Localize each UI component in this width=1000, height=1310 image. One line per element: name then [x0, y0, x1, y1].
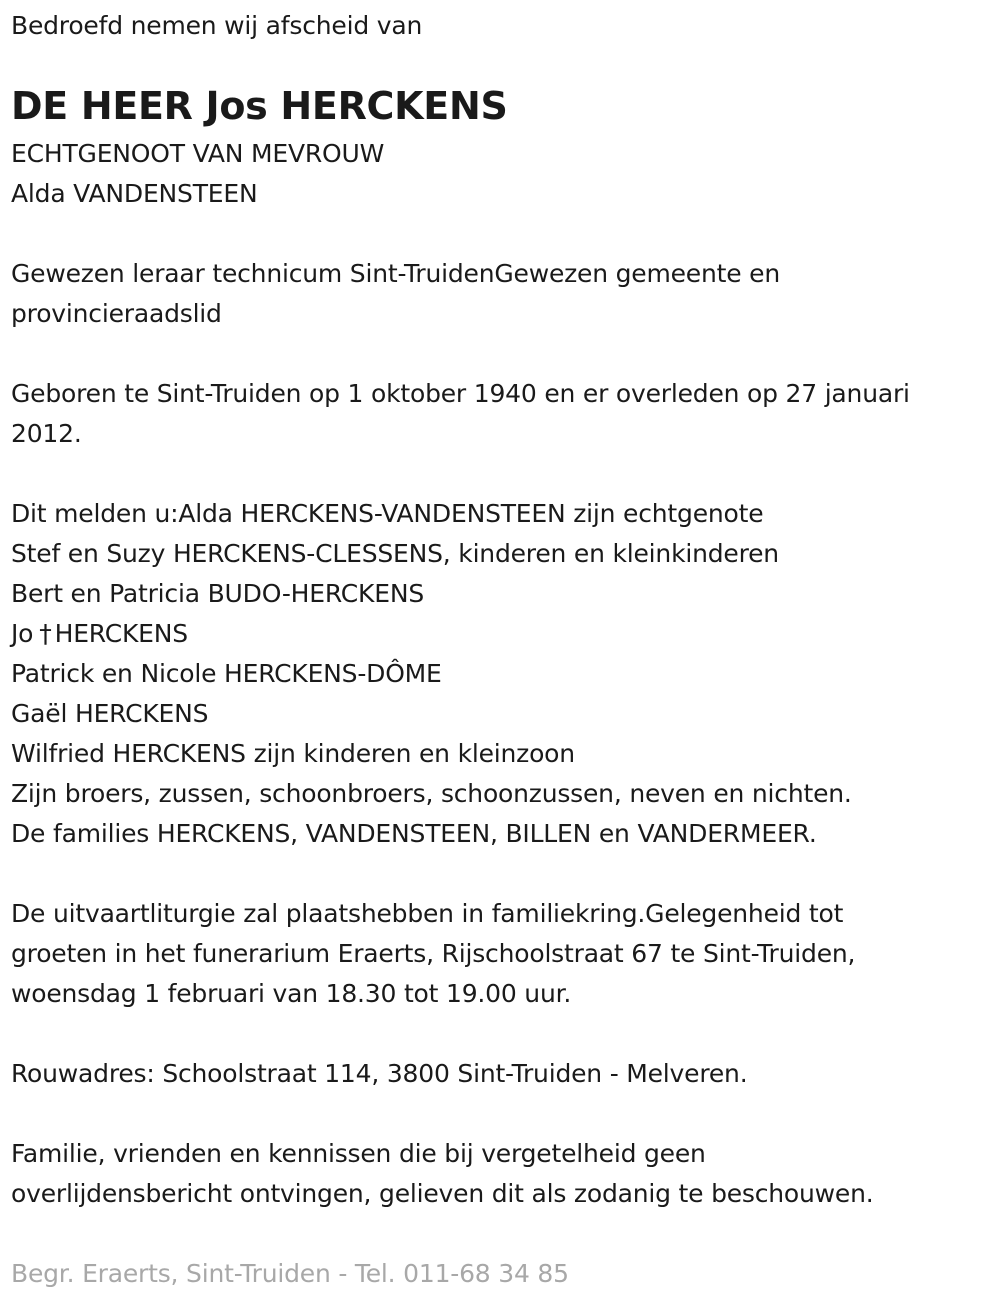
- family-first-name: Jo: [11, 619, 34, 648]
- occupation-line: Gewezen leraar technicum Sint-TruidenGewezen gemeente en: [11, 259, 780, 288]
- family-line: Gaël HERCKENS: [11, 699, 209, 728]
- intro-text: Bedroefd nemen wij afscheid van: [11, 11, 423, 40]
- funeral-line: groeten in het funerarium Eraerts, Rijschoolstraat 67 te Sint-Truiden,: [11, 939, 856, 968]
- notice-block: [11, 1134, 874, 1214]
- spouse-block: [11, 134, 384, 214]
- birth-death-line: 2012.: [11, 419, 82, 448]
- family-line: Bert en Patricia BUDO-HERCKENS: [11, 579, 425, 608]
- funeral-block: [11, 894, 855, 1014]
- spouse-name: Alda VANDENSTEEN: [11, 179, 258, 208]
- deceased-name: DE HEER Jos HERCKENS: [11, 84, 508, 128]
- notice-line: Familie, vrienden en kennissen die bij vergetelheid geen: [11, 1139, 706, 1168]
- birth-death-block: [11, 374, 910, 454]
- funeral-line: De uitvaartliturgie zal plaatshebben in familiekring.Gelegenheid tot: [11, 899, 844, 928]
- family-last-name: HERCKENS: [54, 619, 188, 648]
- family-line-deceased-child: [11, 614, 852, 654]
- family-line: De families HERCKENS, VANDENSTEEN, BILLEN en VANDERMEER.: [11, 819, 817, 848]
- mourning-address: Rouwadres: Schoolstraat 114, 3800 Sint-Truiden - Melveren.: [11, 1059, 748, 1088]
- family-line: Wilfried HERCKENS zijn kinderen en kleinzoon: [11, 739, 575, 768]
- spouse-line: ECHTGENOOT VAN MEVROUW: [11, 139, 385, 168]
- family-line: Stef en Suzy HERCKENS-CLESSENS, kinderen en kleinkinderen: [11, 539, 779, 568]
- family-line: Dit melden u:Alda HERCKENS-VANDENSTEEN zijn echtgenote: [11, 499, 764, 528]
- occupation-block: [11, 254, 780, 334]
- funeral-home-footer: Begr. Eraerts, Sint-Truiden - Tel. 011-68 34 85: [11, 1259, 569, 1288]
- notice-line: overlijdensbericht ontvingen, gelieven dit als zodanig te beschouwen.: [11, 1179, 874, 1208]
- funeral-line: woensdag 1 februari van 18.30 tot 19.00 uur.: [11, 979, 572, 1008]
- family-line: Patrick en Nicole HERCKENS-DÔME: [11, 659, 442, 688]
- family-block: [11, 494, 852, 854]
- cross-icon: †: [39, 619, 52, 648]
- family-line: Zijn broers, zussen, schoonbroers, schoonzussen, neven en nichten.: [11, 779, 852, 808]
- birth-death-line: Geboren te Sint-Truiden op 1 oktober 1940 en er overleden op 27 januari: [11, 379, 910, 408]
- occupation-line: provincieraadslid: [11, 299, 222, 328]
